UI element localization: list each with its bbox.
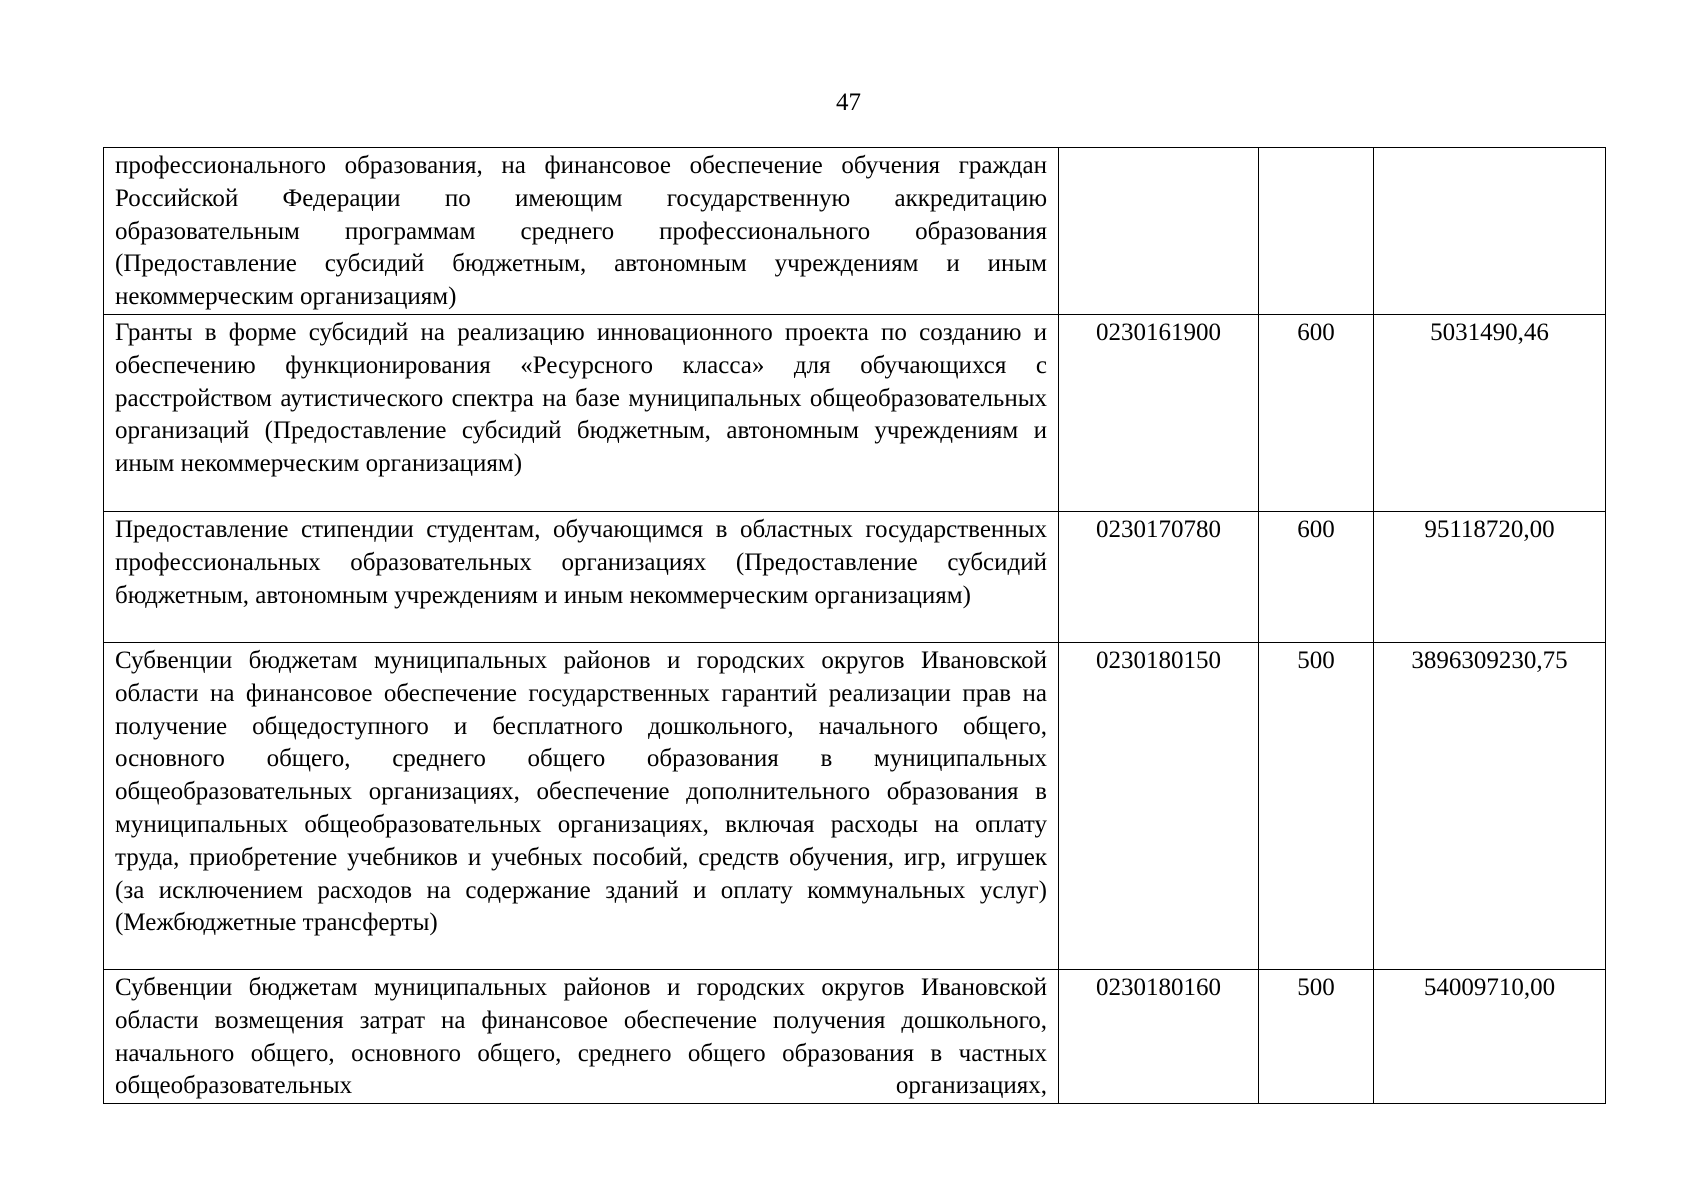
row-code: 0230170780 [1059,511,1259,642]
row-expense-type: 600 [1259,511,1374,642]
row-description: Гранты в форме субсидий на реализацию инновационного проекта по созданию и обеспечению функционирования «Ресурсного класса» для обучающихся с расстройством аутистического спектра на базе муниципальных общеобразовательных организаций (Предоставление субсидий бюджетным, автономным учреждениям и иным некоммерческим организациям) [104,314,1059,511]
row-expense-type: 500 [1259,969,1374,1103]
row-amount: 5031490,46 [1374,314,1606,511]
row-expense-type: 600 [1259,314,1374,511]
row-code: 0230180150 [1059,642,1259,969]
table-row [104,148,1606,315]
row-description: Предоставление стипендии студентам, обучающимся в областных государственных профессиональных образовательных организациях (Предоставление субсидий бюджетным, автономным учреждениям и иным некоммерческим организациям) [104,511,1059,642]
table-row [104,314,1606,511]
row-description: Субвенции бюджетам муниципальных районов и городских округов Ивановской области возмещения затрат на финансовое обеспечение получения дошкольного, начального общего, основного общего, среднего общего образования в частных общеобразовательных организациях, [104,969,1059,1103]
row-expense-type [1259,148,1374,315]
table-row [104,642,1606,969]
row-description: профессионального образования, на финансовое обеспечение обучения граждан Российской Федерации по имеющим государственную аккредитацию образовательным программам среднего профессионального образования (Предоставление субсидий бюджетным, автономным учреждениям и иным некоммерческим организациям) [104,148,1059,315]
page-number: 47 [836,89,861,116]
row-expense-type: 500 [1259,642,1374,969]
row-code: 0230180160 [1059,969,1259,1103]
row-amount: 3896309230,75 [1374,642,1606,969]
table-row [104,969,1606,1103]
row-amount [1374,148,1606,315]
row-description: Субвенции бюджетам муниципальных районов и городских округов Ивановской области на финансовое обеспечение государственных гарантий реализации прав на получение общедоступного и бесплатного дошкольного, начального общего, основного общего, среднего общего образования в муниципальных общеобразовательных организациях, обеспечение дополнительного образования в муниципальных общеобразовательных организациях, включая расходы на оплату труда, приобретение учебников и учебных пособий, средств обучения, игр, игрушек (за исключением расходов на содержание зданий и оплату коммунальных услуг) (Межбюджетные трансферты) [104,642,1059,969]
row-code [1059,148,1259,315]
row-amount: 95118720,00 [1374,511,1606,642]
row-amount: 54009710,00 [1374,969,1606,1103]
budget-table [103,147,1606,1104]
row-code: 0230161900 [1059,314,1259,511]
table-row [104,511,1606,642]
